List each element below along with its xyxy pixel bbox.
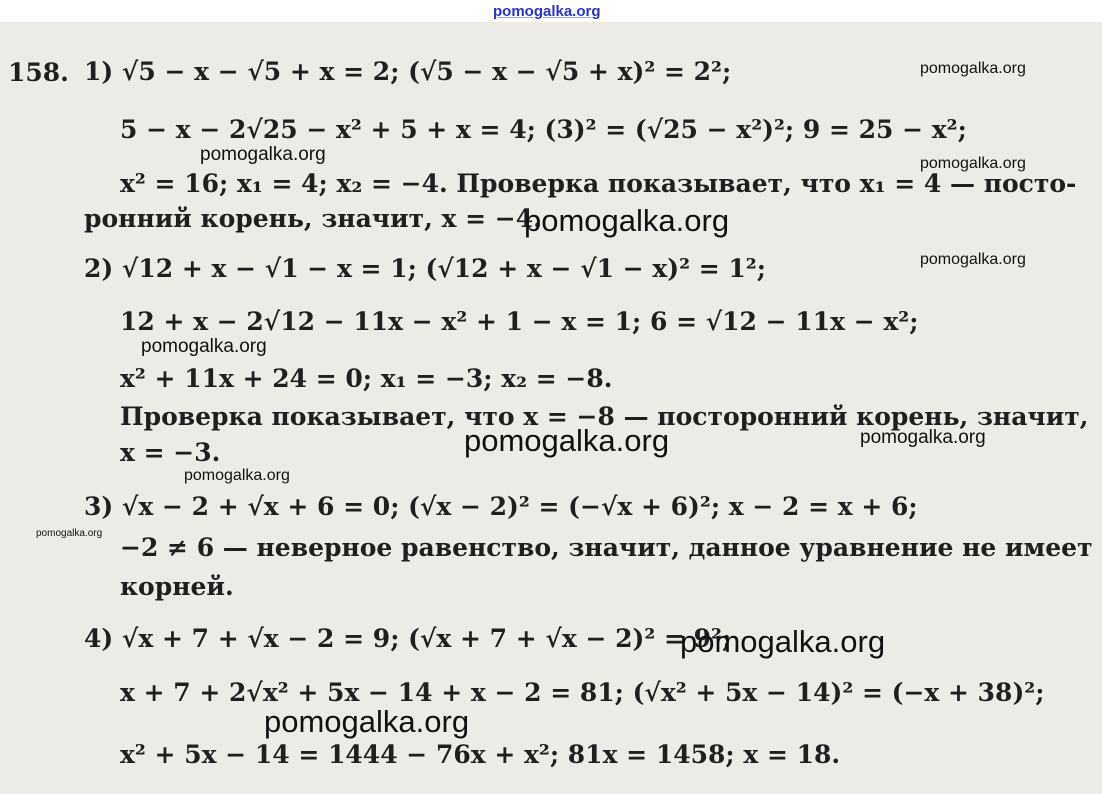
solution-line-6: 12 + x − 2√12 − 11x − x² + 1 − x = 1; 6 = √12 − 11x − x²; xyxy=(120,307,919,336)
watermark: pomogalka.org xyxy=(920,251,1026,268)
solution-line-13: 4) √x + 7 + √x − 2 = 9; (√x + 7 + √x − 2)² = 9²; xyxy=(84,624,732,653)
watermark: pomogalka.org xyxy=(200,144,326,165)
solution-line-10: 3) √x − 2 + √x + 6 = 0; (√x − 2)² = (−√x + 6)²; x − 2 = x + 6; xyxy=(84,492,918,521)
problem-number: 158. xyxy=(8,58,69,87)
solution-line-3: x² = 16; x₁ = 4; x₂ = −4. Проверка показывает, что x₁ = 4 — посто- xyxy=(120,169,1077,198)
watermark: pomogalka.org xyxy=(36,528,103,539)
solution-line-5: 2) √12 + x − √1 − x = 1; (√12 + x − √1 − x)² = 1²; xyxy=(84,254,766,283)
solution-line-14: x + 7 + 2√x² + 5x − 14 + x − 2 = 81; (√x² + 5x − 14)² = (−x + 38)²; xyxy=(120,678,1045,707)
solution-line-11: −2 ≠ 6 — неверное равенство, значит, данное уравнение не имеет xyxy=(120,533,1093,562)
watermark: pomogalka.org xyxy=(860,427,986,448)
solution-line-9: x = −3. xyxy=(120,438,221,467)
watermark: pomogalka.org xyxy=(920,155,1026,172)
watermark-top-link[interactable]: pomogalka.org xyxy=(493,3,601,20)
watermark: pomogalka.org xyxy=(920,60,1026,77)
solution-line-7: x² + 11x + 24 = 0; x₁ = −3; x₂ = −8. xyxy=(120,364,613,393)
solution-line-2: 5 − x − 2√25 − x² + 5 + x = 4; (3)² = (√25 − x²)²; 9 = 25 − x²; xyxy=(120,115,967,144)
solution-line-1: 1) √5 − x − √5 + x = 2; (√5 − x − √5 + x)² = 2²; xyxy=(84,57,732,86)
watermark: pomogalka.org xyxy=(680,624,886,659)
watermark: pomogalka.org xyxy=(464,423,670,458)
solution-line-12: корней. xyxy=(120,572,234,601)
solution-line-8: Проверка показывает, что x = −8 — посторонний корень, значит, xyxy=(120,402,1089,431)
watermark: pomogalka.org xyxy=(264,704,470,739)
watermark: pomogalka.org xyxy=(141,336,267,357)
watermark: pomogalka.org xyxy=(524,203,730,238)
solution-line-15: x² + 5x − 14 = 1444 − 76x + x²; 81x = 1458; x = 18. xyxy=(120,740,841,769)
watermark: pomogalka.org xyxy=(184,467,290,484)
solution-line-4: ронний корень, значит, x = −4. xyxy=(84,204,542,233)
